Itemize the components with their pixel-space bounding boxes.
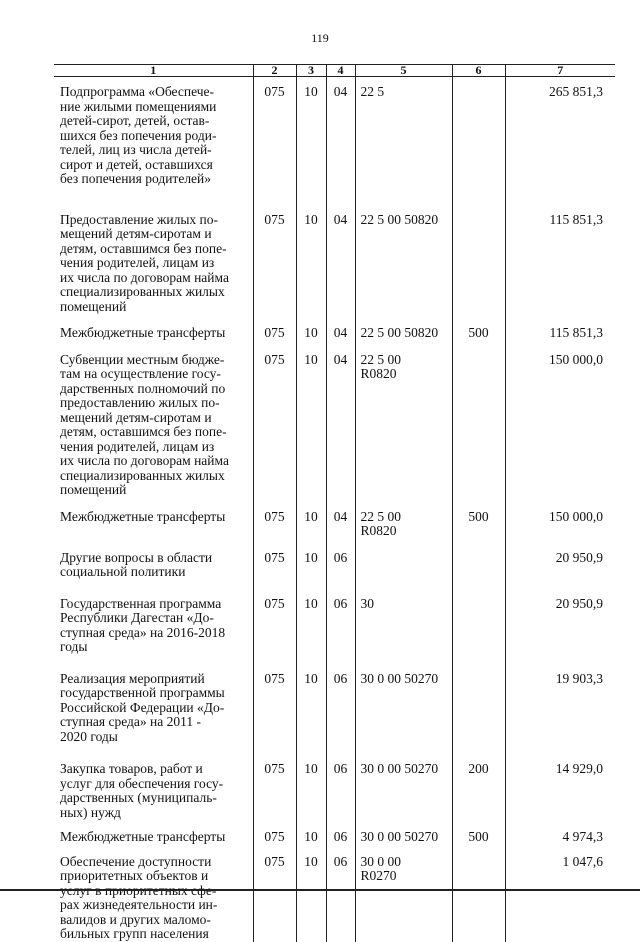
line-item-name-cell: [54, 855, 253, 942]
target-article-code: 22 5: [360, 84, 385, 99]
table-row: [54, 326, 615, 353]
section-code-cell: [296, 672, 326, 763]
line-item-name-cell: [54, 326, 253, 353]
section-code: 10: [304, 670, 318, 686]
line-item-name: Государственная программа Республики Дагестан «До- ступная среда» на 2016-2018 годы: [60, 595, 226, 654]
amount-cell: [505, 77, 615, 213]
subsection-code: 06: [333, 549, 348, 565]
subsection-code-cell: [326, 510, 355, 551]
amount-cell: [505, 353, 615, 510]
target-article-code-cell: [355, 597, 452, 672]
expense-type-code-cell: [452, 326, 505, 353]
expense-type-code: 500: [468, 325, 489, 340]
line-item-name-cell: [54, 762, 253, 830]
line-item-name-cell: [54, 353, 253, 510]
subsection-code: 04: [333, 84, 348, 99]
section-code: 10: [304, 351, 318, 367]
expense-type-code-cell: [452, 77, 505, 213]
subsection-code-cell: [326, 353, 355, 510]
line-item-name: Обеспечение доступности приоритетных объектов и рах жизнедеятельности ин- валидов и других маломо- бильных групп населения: [60, 853, 218, 941]
line-item-name-cell: [54, 510, 253, 551]
amount: 4 974,3: [562, 829, 603, 844]
line-item-name-cell: [54, 830, 253, 855]
line-item-name: Предоставление жилых по- мещений детям-сиротам и детям, оставшимся без попе- чения родителей, лицам из их числа по договорам найма специализированных жилых помещений: [60, 211, 229, 314]
subsection-code: 06: [333, 853, 348, 869]
subsection-code: 04: [333, 211, 348, 227]
target-article-code-cell: [355, 213, 452, 327]
amount: 115 851,3: [549, 211, 603, 227]
table-row: [54, 672, 615, 763]
amount-cell: [505, 672, 615, 763]
column-header-2: 2: [253, 65, 296, 77]
section-code-cell: [296, 762, 326, 830]
target-article-code: 22 5 00 50820: [360, 211, 439, 227]
section-code: 10: [304, 829, 318, 844]
ministry-code: 075: [264, 670, 285, 686]
subsection-code: 06: [333, 829, 348, 844]
section-code-cell: [296, 597, 326, 672]
target-article-code-cell: [355, 77, 452, 213]
amount: 265 851,3: [549, 84, 603, 99]
section-code-cell: [296, 353, 326, 510]
table-row: [54, 353, 615, 510]
line-item-name: Межбюджетные трансферты: [60, 508, 226, 524]
target-article-code: 22 5 00 R0820: [360, 351, 401, 381]
subsection-code: 04: [333, 351, 348, 367]
amount: 14 929,0: [555, 761, 603, 776]
subsection-code-cell: [326, 672, 355, 763]
amount: 19 903,3: [555, 670, 603, 686]
section-code: 10: [304, 549, 318, 565]
line-item-name-cell: [54, 672, 253, 763]
column-header-3: 3: [296, 65, 326, 77]
target-article-code: 30 0 00 50270: [360, 670, 439, 686]
section-code: 10: [304, 84, 318, 99]
column-header-1: 1: [54, 65, 253, 77]
section-code-cell: [296, 326, 326, 353]
table-row: [54, 510, 615, 551]
line-item-name: Закупка товаров, работ и услуг для обеспечения госу- дарственных (муниципаль- ных) нужд: [60, 761, 224, 820]
expense-type-code-cell: [452, 830, 505, 855]
table-row: [54, 762, 615, 830]
target-article-code-cell: [355, 672, 452, 763]
subsection-code-cell: [326, 855, 355, 942]
subsection-code: 04: [333, 325, 348, 340]
expense-type-code-cell: [452, 762, 505, 830]
ministry-code-cell: [253, 830, 296, 855]
section-code: 10: [304, 761, 318, 776]
amount-cell: [505, 855, 615, 942]
section-code-cell: [296, 77, 326, 213]
ministry-code-cell: [253, 551, 296, 597]
subsection-code: 06: [333, 670, 348, 686]
subsection-code: 04: [333, 508, 348, 524]
section-code-cell: [296, 830, 326, 855]
line-item-name-cell: [54, 551, 253, 597]
ministry-code: 075: [264, 853, 285, 869]
budget-table: [54, 64, 615, 942]
section-code-cell: [296, 213, 326, 327]
amount-cell: [505, 762, 615, 830]
amount-cell: [505, 551, 615, 597]
expense-type-code-cell: [452, 672, 505, 763]
expense-type-code-cell: [452, 551, 505, 597]
bottom-rule: [0, 889, 640, 891]
ministry-code: 075: [264, 829, 285, 844]
section-code: 10: [304, 211, 318, 227]
amount: 1 047,6: [562, 853, 603, 869]
target-article-code-cell: [355, 551, 452, 597]
table-row: [54, 830, 615, 855]
target-article-code: 30: [360, 595, 374, 611]
ministry-code-cell: [253, 77, 296, 213]
amount-cell: [505, 326, 615, 353]
target-article-code-cell: [355, 830, 452, 855]
amount: 115 851,3: [549, 325, 603, 340]
section-code: 10: [304, 853, 318, 869]
amount: 150 000,0: [549, 508, 603, 524]
ministry-code: 075: [264, 84, 285, 99]
target-article-code-cell: [355, 510, 452, 551]
subsection-code-cell: [326, 551, 355, 597]
subsection-code: 06: [333, 595, 348, 611]
amount-cell: [505, 510, 615, 551]
target-article-code: 22 5 00 R0820: [360, 508, 401, 538]
subsection-code-cell: [326, 830, 355, 855]
ministry-code: 075: [264, 351, 285, 367]
page-number: 119: [311, 31, 329, 45]
expense-type-code: 200: [468, 761, 489, 776]
subsection-code-cell: [326, 762, 355, 830]
amount-cell: [505, 213, 615, 327]
target-article-code: 30 0 00 R0270: [360, 853, 401, 883]
subsection-code-cell: [326, 77, 355, 213]
section-code-cell: [296, 855, 326, 942]
target-article-code: 30 0 00 50270: [360, 829, 439, 844]
ministry-code: 075: [264, 761, 285, 776]
target-article-code-cell: [355, 855, 452, 942]
line-item-name-cell: [54, 77, 253, 213]
line-item-name: Другие вопросы в области социальной политики: [60, 549, 213, 579]
ministry-code-cell: [253, 510, 296, 551]
ministry-code: 075: [264, 595, 285, 611]
expense-type-code-cell: [452, 353, 505, 510]
line-item-name: Межбюджетные трансферты: [60, 325, 226, 340]
subsection-code: 06: [333, 761, 348, 776]
target-article-code: 22 5 00 50820: [360, 325, 439, 340]
subsection-code-cell: [326, 326, 355, 353]
subsection-code-cell: [326, 213, 355, 327]
column-header-5: 5: [355, 65, 452, 77]
expense-type-code-cell: [452, 213, 505, 327]
column-header-6: 6: [452, 65, 505, 77]
ministry-code: 075: [264, 549, 285, 565]
table-row: [54, 597, 615, 672]
amount-cell: [505, 830, 615, 855]
line-item-name: Реализация мероприятий государственной программы Российской Федерации «До- ступная среда» на 2011 - 2020 годы: [60, 670, 225, 744]
expense-type-code-cell: [452, 597, 505, 672]
target-article-code-cell: [355, 762, 452, 830]
table-row: [54, 213, 615, 327]
ministry-code-cell: [253, 353, 296, 510]
line-item-name: Межбюджетные трансферты: [60, 829, 226, 844]
ministry-code: 075: [264, 508, 285, 524]
target-article-code: 30 0 00 50270: [360, 761, 439, 776]
amount: 150 000,0: [549, 351, 603, 367]
section-code: 10: [304, 595, 318, 611]
section-code: 10: [304, 508, 318, 524]
table-body: [54, 77, 615, 942]
ministry-code-cell: [253, 597, 296, 672]
section-code-cell: [296, 551, 326, 597]
column-header-7: 7: [505, 65, 615, 77]
table-row: [54, 551, 615, 597]
ministry-code: 075: [264, 211, 285, 227]
table-row: [54, 855, 615, 942]
line-item-name: Субвенции местным бюдже- там на осуществление госу- дарственных полномочий по предоставлению жилых по- мещений детям-сиротам и детям, оставшимся без попе- чения родителей, лицам из их числа по договорам найма специализированных жилых помещений: [60, 351, 229, 497]
line-item-name-cell: [54, 597, 253, 672]
target-article-code-cell: [355, 326, 452, 353]
expense-type-code-cell: [452, 855, 505, 942]
column-header-4: 4: [326, 65, 355, 77]
amount-cell: [505, 597, 615, 672]
ministry-code-cell: [253, 762, 296, 830]
amount: 20 950,9: [555, 595, 603, 611]
section-code-cell: [296, 510, 326, 551]
ministry-code: 075: [264, 325, 285, 340]
amount: 20 950,9: [555, 549, 603, 565]
expense-type-code-cell: [452, 510, 505, 551]
line-item-name: Подпрограмма «Обеспече- ние жилыми помещениями детей-сирот, детей, остав- шихся без попечения роди- телей, лиц из числа детей- сирот и детей, оставшихся без попечения родителей»: [60, 84, 217, 186]
expense-type-code: 500: [468, 829, 489, 844]
target-article-code-cell: [355, 353, 452, 510]
line-item-name-cell: [54, 213, 253, 327]
section-code: 10: [304, 325, 318, 340]
ministry-code-cell: [253, 855, 296, 942]
expense-type-code: 500: [468, 508, 489, 524]
ministry-code-cell: [253, 672, 296, 763]
ministry-code-cell: [253, 326, 296, 353]
table-header-row: [54, 65, 615, 77]
table-row: [54, 77, 615, 213]
ministry-code-cell: [253, 213, 296, 327]
subsection-code-cell: [326, 597, 355, 672]
